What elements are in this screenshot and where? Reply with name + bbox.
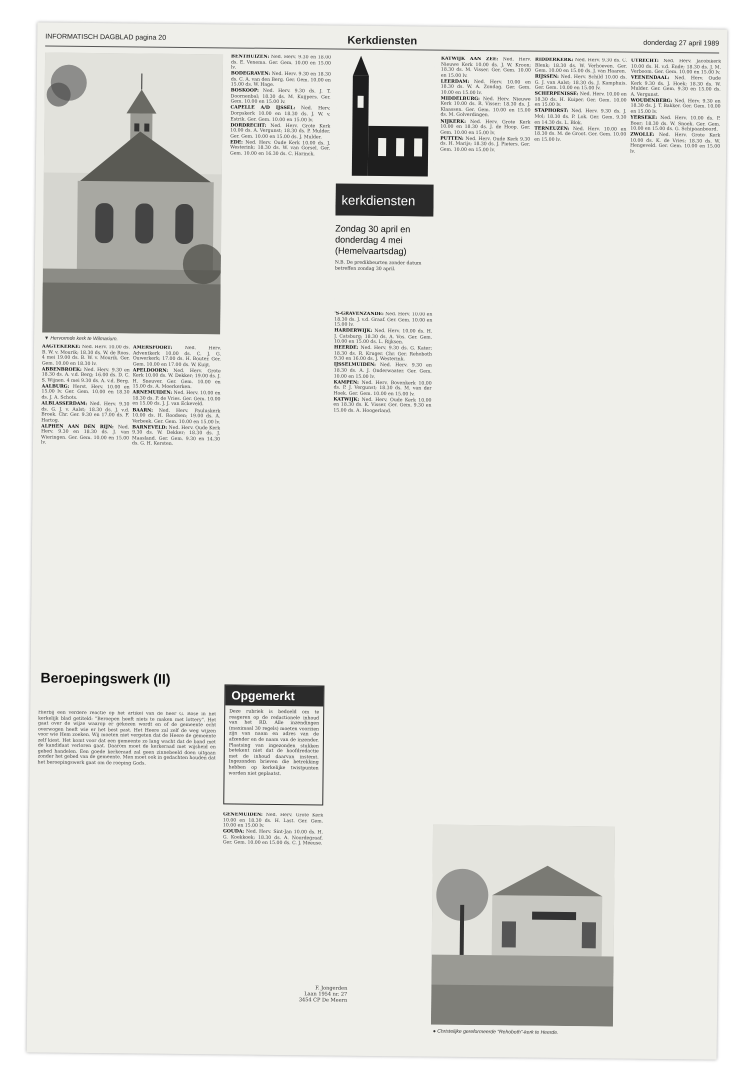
kerkdiensten-note: N.B. De predikbeurten zonder datum betreffen zondag 30 april. [334,260,422,272]
church-illustration [42,52,223,334]
listing-town: HARDERWIJK: [334,328,373,335]
article-body [35,710,216,1002]
listing-entry: BENTHUIZEN: Ned. Herv. 9.30 en 18.00 ds. E. Venema. Ger. Gem. 10.00 en 15.00 lv. [230,54,332,71]
listing-column-6 [527,58,627,819]
listing-column-7 [621,59,721,1040]
paper-name: INFORMATISCH DAGBLAD pagina 20 [45,33,167,42]
opgemerkt-banner [225,685,323,706]
listing-town: AALBURG: [41,384,70,390]
listing-entry: 'S-GRAVENZANDE: Ned. Herv. 10.00 en 18.30 ds. J. v.d. Graaf. Ger. Gem. 10.00 en 15.00 lv. [334,311,433,328]
modern-church-illustration [431,825,615,1027]
listing-town: AMERSFOORT: [132,345,173,351]
photo1-caption: ▼ Hervormde kerk te Wilmarium. [44,335,118,343]
listing-entry: RIDDERKERK: Ned. Herv. 9.30 ds. C. Blenk; 18.30 ds. W. Verhoeven. Ger. Gem. 10.00 en 15.00 ds. J. van Haaren. [534,57,628,75]
listing-entry: GOUDA: Ned. Herv. Sint-Jan 10.00 ds. H. G. Koekkoek; 18.30 ds. A. Noordegraaf. Ger. Gem. 10.00 en 15.00 ds. C. J. Meeuse. [222,829,323,847]
listing-town: KAMPEN: [333,380,359,386]
listing-town: IJSSELMUIDEN: [333,362,376,369]
listing-town: SCHERPENISSE: [534,91,579,98]
listing-entry: GENEMUIDEN: Ned. Herv. Grote Kerk 10.00 en 18.30 ds. H. Last. Ger. Gem. 10.00 en 15.00 lv. [222,812,324,829]
listing-entry: APELDOORN: Ned. Herv. Grote Kerk 10.00 ds. W. Dekker; 19.00 ds. J. H. Sneuver. Ger. Gem. 10.00 en 15.00 ds. A. Moerkerken. [132,368,221,391]
opgemerkt-box [223,684,324,805]
listing-entry: TERNEUZEN: Ned. Herv. 10.00 en 18.30 ds. M. de Groot. Ger. Gem. 10.00 en 15.00 lv. [534,126,627,143]
listing-town: GOUDA: [222,829,245,835]
listing-entry: CAPELLE A/D IJSSEL: Ned. Herv. Dorpskerk 10.00 en 18.30 ds. J. W. v. Estrik. Ger. Gem. 10.00 en 15.00 lv. [230,105,331,123]
listing-town: BAARN: [132,407,153,414]
listing-town: RIJSSEN: [534,74,559,81]
page-header [45,30,719,53]
listing-entry: EDE: Ned. Herv. Oude Kerk 10.00 ds. J. Westerink; 18.30 ds. W. van Gorsel. Ger. Gem. 10.00 en 16.30 ds. C. Harinck. [230,140,331,158]
listing-town: TERNEUZEN: [534,126,570,132]
listing-town: CAPELLE A/D IJSSEL: [230,105,296,112]
listing-entry: ALBLASSERDAM: Ned. Herv. 9.30 ds. G. J. v. Aalst; 18.30 ds. J. v.d. Broek. Chr. Ger. 9.30 en 17.00 ds. F. Hartog. [41,401,130,424]
listing-town: PUTTEN: [440,136,464,142]
listing-entry: VEENENDAAL: Ned. Herv. Oude Kerk 9.30 ds. J. Hoek; 18.30 ds. W. Mulder. Ger. Gem. 9.30 en 15.00 ds. A. Vergunst. [630,75,721,98]
listing-column-3b [221,812,323,983]
listing-entry: BARNEVELD: Ned. Herv. Oude Kerk 9.30 ds. W. Dekker; 18.30 ds. J. Maasland. Ger. Gem. 9.30 en 14.30 ds. G. H. Kersten. [131,425,221,448]
listing-town: WOUDENBERG: [630,98,673,104]
listing-town: NIJKERK: [440,119,466,125]
listing-town: GENEMUIDEN: [223,812,263,818]
listing-entry: IJSSELMUIDEN: Ned. Herv. 9.30 en 18.30 ds. A. J. Onderwaater. Ger. Gem. 10.00 en 15.00 lv. [333,362,432,380]
listing-town: KATWIJK AAN ZEE: [441,56,499,63]
listing-town: ABBENBROEK: [41,367,82,373]
listing-town: ZWOLLE: [630,132,655,138]
kerkdiensten-box [334,56,435,307]
listing-entry: DORDRECHT: Ned. Herv. Grote Kerk 10.00 ds. A. Vergunst; 18.30 ds. P. Mulder. Ger. Gem. 10.00 en 15.00 ds. J. Mulder. [230,123,331,141]
listing-town: AAGTEKERKE: [41,344,81,350]
listing-town: MIDDELBURG: [440,96,480,102]
listing-column-2 [130,345,221,666]
kerkdiensten-logo-text: kerkdiensten [341,192,416,209]
listing-entry: ALPHEN AAN DEN RIJN: Ned. Herv. 9.30 en 18.30 ds. J. van Wieringen. Ger. Gem. 10.00 en 15.00 lv. [40,424,130,446]
listing-entry: AALBURG: Herst. Herv. 10.00 en 15.00 lv. Ger. Gem. 10.00 en 18.30 ds. J. A. Schots. [41,384,130,401]
listing-entry: HEERDE: Ned. Herv. 9.30 ds. G. Kater; 18.30 ds. R. Kruger. Chr. Ger. Rehoboth 9.30 en 16.00 ds. J. Westerink. [333,345,433,363]
church-photo-wilmarium [42,52,223,334]
listing-entry: STAPHORST: Ned. Herv. 9.30 ds. J. Mol; 18.30 ds. P. Lok. Ger. Gem. 9.30 en 14.30 ds. L. Blok. [534,109,627,126]
article-title: Beroepingswerk (II) [40,669,171,687]
listing-entry: NIJKERK: Ned. Herv. Grote Kerk 10.00 en 18.30 ds. J. de Hoop. Ger. Gem. 10.00 en 15.00 lv. [440,119,531,136]
listing-town: LEERDAM: [440,79,470,85]
listing-column-3 [225,54,331,675]
kerkdiensten-subtitle: Zondag 30 april en donderdag 4 mei (Hemelvaartsdag) [334,223,411,257]
listing-entry: LEERDAM: Ned. Herv. 10.00 en 18.30 ds. W. A. Zondag. Ger. Gem. 10.00 en 15.00 lv. [440,79,531,96]
listing-town: BARNEVELD: [132,425,168,431]
listing-town: UTRECHT: [631,58,659,64]
article-paragraph: Hierbij een verdere reactie op het artikel van de heer G. Rose in het kerkelijk blad getiteld: "Beroepen heeft niets te maken met lottery". Het gaat over de wijze waarop er gekozen wordt en of de gemeente echt overwogen heeft wie er het best past. Het Heere zal zelf de weg wijzen voor wie Hem zoeken. Wij moeten niet vergeten dat de Heere de gemeente zelf kiest. Het komt voor dat een gemeente zo lang wacht dat de band met de kandidaat verloren gaat. Daarom moet de kerkeraad met wijsheid en gebed handelen. Een goede kerkeraad zal geen zinnebeeld doen uitgaan zonder het gebed van de gemeente. Men moet ook in gedachten houden dat het beroepingswerk gaat om de roeping Gods. [37,710,217,767]
listing-column-1 [39,344,130,665]
listing-entry: ABBENBROEK: Ned. Herv. 9.30 en 18.30 ds. A. v.d. Berg; 16.00 ds. D. C. S. Wijnen. 4 mei 9.30 ds. A. v.d. Berg. [41,367,130,385]
section-title: Kerkdiensten [347,34,418,48]
listing-town: ALPHEN AAN DEN RIJN: [41,424,114,430]
listing-column-4 [327,312,432,1003]
church-photo-heerde [431,825,615,1027]
listing-entry: SCHERPENISSE: Ned. Herv. 10.00 en 18.30 ds. H. Kuiper. Ger. Gem. 10.00 en 15.00 lv. [534,91,627,109]
listing-entry: AMERSFOORT: Ned. Herv. Adventkerk 10.00 ds. C. J. G. Ouwerkerk; 17.00 ds. H. Bouter. Ger. Gem. 10.00 en 17.00 ds. W. Kuijt. [132,345,222,368]
listing-town: DORDRECHT: [230,123,267,129]
listing-entry: KATWIJK: Ned. Herv. Oude Kerk 10.00 en 18.30 ds. K. Visser. Ger. Gem. 9.30 en 15.00 ds. A. Hoogerland. [333,397,432,414]
listing-entry: PUTTEN: Ned. Herv. Oude Kerk 9.30 ds. H. Marijs; 18.30 ds. J. Pieters. Ger. Gem. 10.00 en 15.00 lv. [440,136,531,153]
listing-town: ARNEMUIDEN: [132,390,173,397]
listing-town: KATWIJK: [333,397,360,403]
listing-town: HEERDE: [333,345,359,352]
church-logo-icon [335,56,435,217]
listing-entry: KATWIJK AAN ZEE: Ned. Herv. Nieuwe Kerk 10.00 ds. J. W. Kroon; 18.30 ds. M. Visser. Ger. Gem. 10.00 en 15.00 lv. [440,56,532,79]
listing-entry: ZWOLLE: Ned. Herv. Grote Kerk 10.00 ds. K. de Vries; 18.30 ds. W. Hengeveld. Ger. Gem. 10.00 en 15.00 lv. [630,132,721,155]
page-date: donderdag 27 april 1989 [643,39,720,48]
listing-entry: HARDERWIJK: Ned. Herv. 10.00 ds. H. J. Catsburg; 18.30 ds. A. Vos. Ger. Gem. 10.00 en 15.00 ds. L. Rijksen. [334,328,433,346]
listing-town: 'S-GRAVENZANDE: [334,311,384,318]
listing-entry: MIDDELBURG: Ned. Herv. Nieuwe Kerk 10.00 ds. R. Visser; 18.30 ds. J. Klaassen. Ger. Gem. 10.00 en 15.00 ds. M. Golverdingen. [440,96,531,119]
listing-entry: YERSEKE: Ned. Herv. 10.00 ds. P. Boer; 18.30 ds. W. Snoek. Ger. Gem. 10.00 en 15.00 ds. G. Schipaanboord. [630,115,721,133]
opgemerkt-title: Opgemerkt [231,688,295,704]
listing-town: RIDDERKERK: [535,57,574,64]
listing-entry: BODEGRAVEN: Ned. Herv. 9.30 en 18.30 ds. C. A. van den Berg. Ger. Gem. 10.00 en 15.00 ds. W. Hage. [230,71,331,89]
listing-town: ALBLASSERDAM: [41,401,88,407]
listing-column-5 [433,57,531,818]
article-signature: F. Jongerden Laan 1954 nr. 27 3454 CP De Meern [298,985,348,1004]
photo2-caption: ● Christelijke gereformeerde "Rehoboth"-kerk te Heerde. [432,1028,559,1036]
listing-town: BODEGRAVEN: [230,71,271,77]
listing-town: EDE: [230,140,243,146]
listing-entry: BOSKOOP: Ned. Herv. 9.30 ds. J. T. Doornenbal; 18.30 ds. M. Kuijpers. Ger. Gem. 10.00 en 15.00 lv. [230,88,331,106]
listing-town: STAPHORST: [534,109,569,115]
newspaper-page [27,22,728,1059]
listing-town: APELDOORN: [132,368,169,374]
listing-entry: AAGTEKERKE: Ned. Herv. 10.00 ds. B. W. v. Mourik; 18.30 ds. W. de Roos. 4 mei 19.00 ds. B. W. v. Mourik. Ger. Gem. 10.00 en 18.30 lv. [41,344,131,367]
listing-entry: UTRECHT: Ned. Herv. Jacobikerk 10.00 ds. H. v.d. Ende; 18.30 ds. J. M. Verboom. Ger. Gem. 10.00 en 15.00 lv. [630,58,722,76]
listing-town: VEENENDAAL: [630,75,670,82]
listing-entry: KAMPEN: Ned. Herv. Bovenkerk 10.00 ds. P. J. Vergunst; 18.30 ds. M. van der Hoek. Ger. Gem. 10.00 en 15.00 lv. [333,380,432,398]
listing-town: YERSEKE: [630,115,658,121]
listing-entry: WOUDENBERG: Ned. Herv. 9.30 en 18.30 ds. J. T. Bakker. Ger. Gem. 10.00 en 15.00 lv. [630,98,721,115]
opgemerkt-body: Deze rubriek is bedoeld om te reageren op de redactionele inhoud van het RD. Alle inzendingen (maximaal 30 regels) moeten voorzien zijn van naam en adres van de afzender en de naam van de inzender. Plaatsing van ingezonden stukken betekent niet dat de hoofdredactie met de inhoud daarvan instemt. Ingezonden brieven die betrekking hebben op kerkelijke twistpunten worden niet geplaatst. [228,709,320,777]
listing-town: BENTHUIZEN: [231,54,270,60]
listing-town: BOSKOOP: [230,88,259,95]
listing-entry: RIJSSEN: Ned. Herv. Schild 10.00 ds. G. J. van Aalst; 18.30 ds. J. Kamphuis. Ger. Gem. 10.00 en 15.00 lv. [534,74,627,92]
listing-entry: ARNEMUIDEN: Ned. Herv. 10.00 en 18.30 ds. P. de Vries. Ger. Gem. 10.00 en 15.00 ds. J. J. van Eckeveld. [132,390,221,408]
listing-entry: BAARN: Ned. Herv. Pauluskerk 10.00 ds. H. Roodsen; 19.00 ds. A. Verbeek. Ger. Gem. 10.00 en 15.00 lv. [132,407,221,425]
